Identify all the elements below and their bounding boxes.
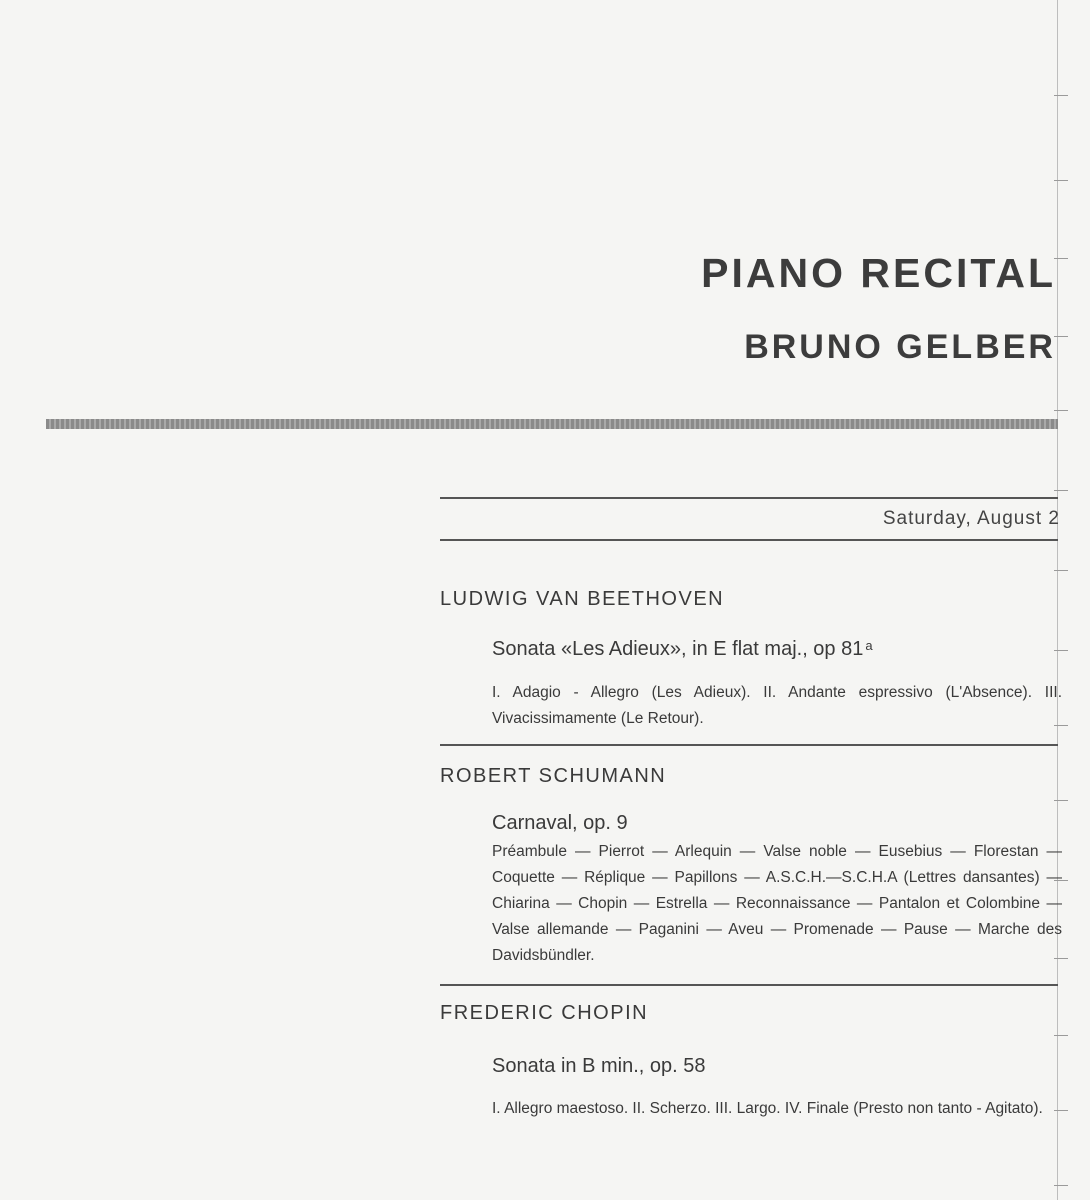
page-edge-tick <box>1054 95 1068 96</box>
work-title: Sonata «Les Adieux», in E flat maj., op 81 $^a$ <box>492 638 873 660</box>
date-rule-bottom <box>440 539 1058 541</box>
page-edge-tick <box>1054 410 1068 411</box>
work-title: Carnaval, op. 9 <box>492 812 628 834</box>
work-title: Sonata in B min., op. 58 <box>492 1055 706 1077</box>
section-divider <box>440 744 1058 746</box>
page-edge-tick <box>1054 490 1068 491</box>
page-edge-tick <box>1054 650 1068 651</box>
page-edge-tick <box>1054 180 1068 181</box>
work-details: I. Adagio - Allegro (Les Adieux). II. Andante espressivo (L'Absence). III. Vivacissimamente (Le Retour). <box>492 684 1062 727</box>
header-divider <box>46 419 1058 429</box>
work-suffix: a <box>865 638 873 653</box>
section-divider <box>440 984 1058 986</box>
page-edge-tick <box>1054 258 1068 259</box>
page-edge-tick <box>1054 1185 1068 1186</box>
composer-name: FREDERIC CHOPIN <box>440 1002 649 1024</box>
performer-name: BRUNO GELBER <box>744 328 1056 366</box>
page-title: PIANO RECITAL <box>701 250 1056 296</box>
page-edge-tick <box>1054 570 1068 571</box>
work-details: I. Allegro maestoso. II. Scherzo. III. Largo. IV. Finale (Presto non tanto - Agitato). <box>492 1100 1043 1117</box>
page-edge-tick <box>1054 800 1068 801</box>
page-edge-tick <box>1054 1035 1068 1036</box>
work-details: Préambule — Pierrot — Arlequin — Valse noble — Eusebius — Florestan — Coquette — Réplique — Papillons — A.S.C.H.—S.C.H.A (Lettres dansantes) — Chiarina — Chopin — Estrella — Reconnaissance — Pantalon et Colombine — Valse allemande — Paganini — Aveu — Promenade — Pause — Marche des Davidsbündler. <box>492 843 1062 964</box>
date-rule-top <box>440 497 1058 499</box>
concert-date: Saturday, August 2 <box>882 508 1060 529</box>
page-edge-tick <box>1054 336 1068 337</box>
composer-name: LUDWIG VAN BEETHOVEN <box>440 588 725 610</box>
composer-name: ROBERT SCHUMANN <box>440 765 667 787</box>
